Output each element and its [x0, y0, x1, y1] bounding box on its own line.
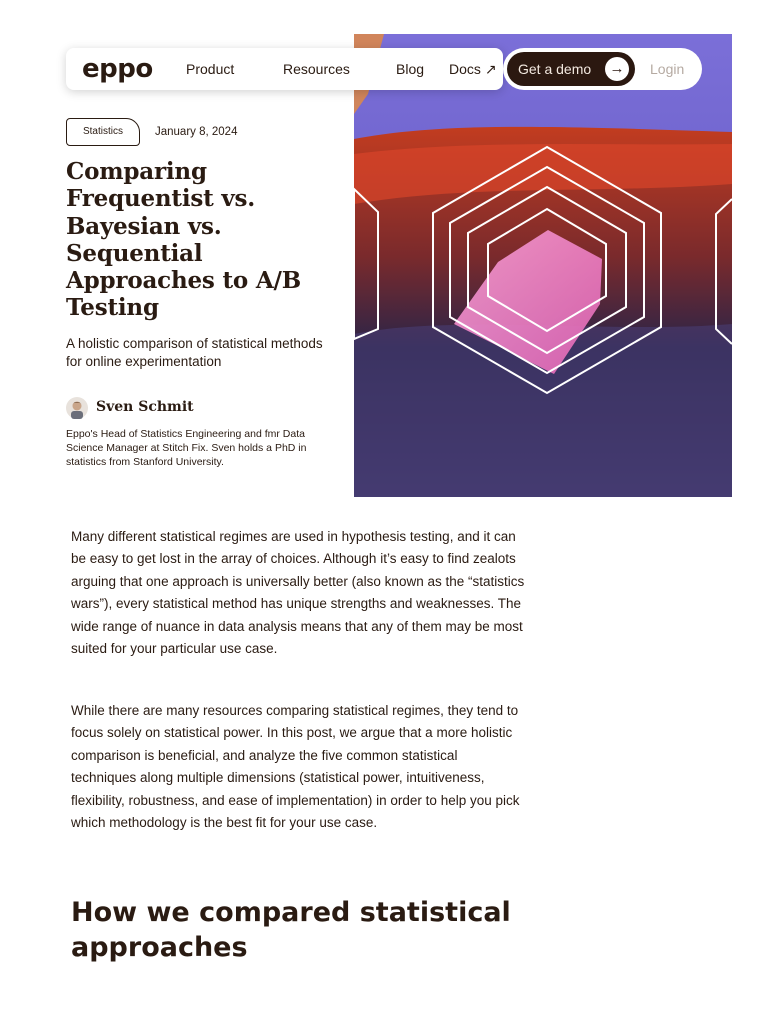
get-a-demo-button[interactable]	[507, 52, 635, 86]
get-a-demo-label: Get a demo	[518, 61, 592, 77]
section-heading: How we compared statistical approaches	[71, 897, 511, 963]
body-paragraph: Many different statistical regimes are used in hypothesis testing, and it can be easy to get lost in the array of choices. Although it’s easy to find zealots arguing that one approach is universally better (also known as the “statistics wars”), every statistical method has unique strengths and weaknesses. The wide range of nuance in data analysis means that any of them may be most suited for your particular use case.	[71, 529, 525, 657]
nav-link-blog[interactable]: Blog	[396, 61, 425, 77]
body-paragraph: While there are many resources comparing statistical regimes, they tend to focus solely on statistical power. In this post, we argue that a more holistic comparison is beneficial, and analyze the five common statistical techniques along multiple dimensions (statistical power, intuitiveness, flexibility, robustness, and ease of implementation) in order to help you pick which methodology is the best fit for your use case.	[71, 703, 520, 831]
nav-link-product[interactable]: Product	[186, 61, 235, 77]
nav-link-docs[interactable]	[449, 61, 497, 77]
article-title: Comparing Frequentist vs. Bayesian vs. Sequential Approaches to A/B Testing	[66, 158, 301, 322]
article-subtitle: A holistic comparison of statistical methods for online experimentation	[66, 336, 323, 369]
arrow-right-icon: →	[605, 57, 629, 81]
publish-date: January 8, 2024	[155, 126, 238, 138]
author-name[interactable]: Sven Schmit	[96, 399, 194, 415]
nav-link-resources[interactable]: Resources	[283, 61, 350, 77]
author-avatar	[66, 397, 88, 419]
nav-actions	[503, 48, 702, 90]
login-link[interactable]: Login	[650, 61, 685, 77]
category-tag[interactable]: Statistics	[66, 118, 140, 146]
external-link-arrow-icon: ↗	[484, 61, 497, 77]
top-navigation	[66, 48, 503, 90]
author-bio: Eppo's Head of Statistics Engineering and fmr Data Science Manager at Stitch Fix. Sven holds a PhD in statistics from Stanford University.	[66, 428, 307, 468]
hero-illustration	[354, 34, 732, 497]
radar-chart-illustration	[354, 34, 732, 497]
nav-link-docs-label: Docs	[449, 61, 481, 77]
eppo-logo[interactable]: eppo	[82, 54, 153, 84]
